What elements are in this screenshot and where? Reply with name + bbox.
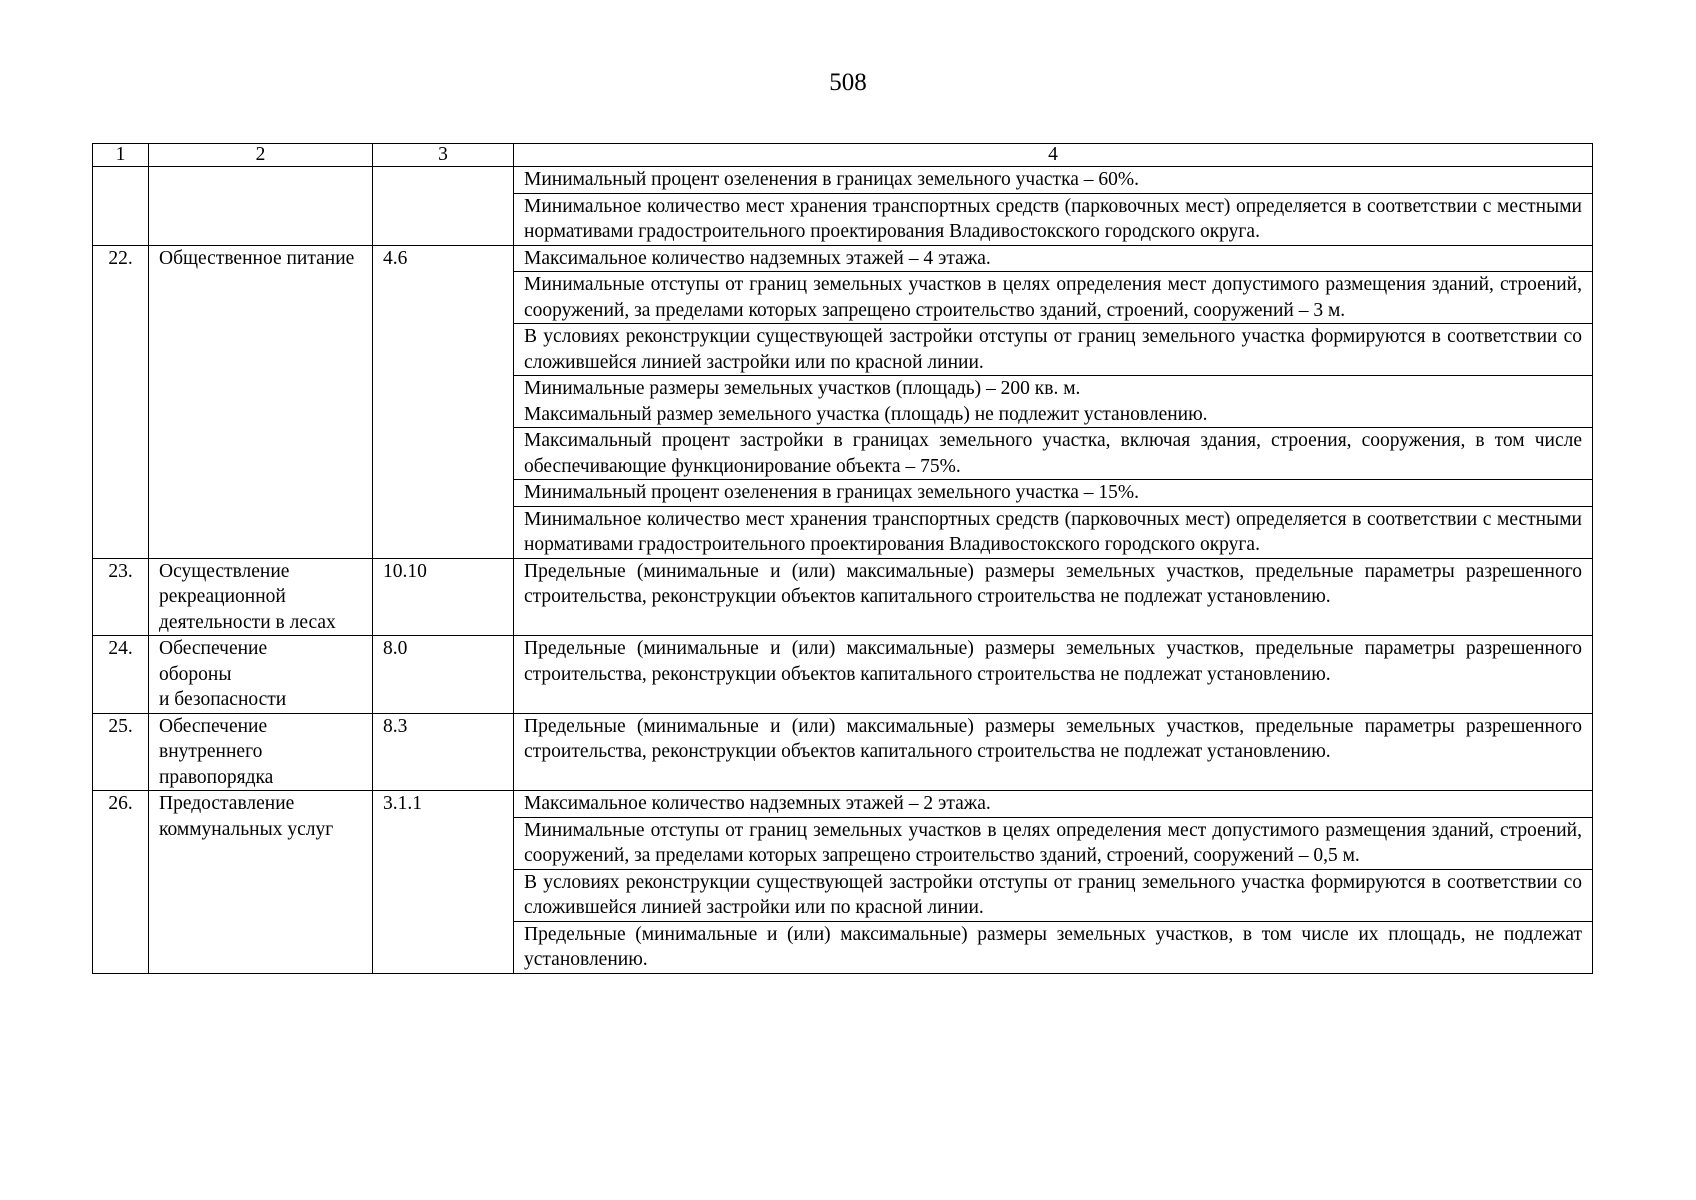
row-number-cell: 23. xyxy=(93,558,149,636)
param-cell: Минимальный процент озеленения в границах земельного участка – 15%. xyxy=(514,480,1593,507)
row-name-line: Обеспечение xyxy=(159,638,268,659)
param-cell: Минимальные отступы от границ земельных участков в целях определения мест допустимого размещения зданий, строений, сооружений, за пределами которых запрещено строительство зданий, строений, сооружений – 3 м. xyxy=(514,272,1593,324)
param-cell: Максимальное количество надземных этажей – 2 этажа. xyxy=(514,791,1593,818)
row-number-cell: 22. xyxy=(93,245,149,558)
row-code-cell xyxy=(373,167,514,246)
table-row xyxy=(93,245,1593,272)
param-cell: Предельные (минимальные и (или) максимальные) размеры земельных участков, в том числе их площадь, не подлежат установлению. xyxy=(514,921,1593,973)
regulations-table xyxy=(92,143,1593,974)
row-code-cell: 4.6 xyxy=(373,245,514,558)
row-number-cell: 25. xyxy=(93,713,149,791)
page-number: 508 xyxy=(829,69,867,96)
row-number-cell: 24. xyxy=(93,636,149,714)
table-row xyxy=(93,167,1593,194)
param-cell: Минимальное количество мест хранения транспортных средств (парковочных мест) определяется в соответствии с местными нормативами градостроительного проектирования Владивостокского городского округа. xyxy=(514,506,1593,558)
table-row xyxy=(93,791,1593,818)
param-line: Минимальные размеры земельных участков (площадь) – 200 кв. м. xyxy=(524,378,1081,399)
row-name-cell: Обеспечение внутреннего правопорядка xyxy=(149,713,373,791)
table-row xyxy=(93,713,1593,791)
table-row xyxy=(93,558,1593,636)
row-name-cell xyxy=(149,167,373,246)
row-name-cell: Осуществление рекреационной деятельности в лесах xyxy=(149,558,373,636)
param-cell: Минимальные отступы от границ земельных участков в целях определения мест допустимого размещения зданий, строений, сооружений, за пределами которых запрещено строительство зданий, строений, сооружений – 0,5 м. xyxy=(514,817,1593,869)
table-row xyxy=(93,636,1593,714)
row-name-cell xyxy=(149,636,373,714)
row-code-cell: 8.3 xyxy=(373,713,514,791)
param-cell: Максимальный процент застройки в границах земельного участка, включая здания, строения, сооружения, в том числе обеспечивающие функционирование объекта – 75%. xyxy=(514,428,1593,480)
param-cell: Максимальное количество надземных этажей – 4 этажа. xyxy=(514,245,1593,272)
param-cell xyxy=(514,376,1593,428)
row-code-cell: 10.10 xyxy=(373,558,514,636)
header-col-1: 1 xyxy=(93,144,149,167)
param-cell: Минимальный процент озеленения в границах земельного участка – 60%. xyxy=(514,167,1593,194)
row-name-cell: Предоставление коммунальных услуг xyxy=(149,791,373,974)
row-number-cell: 26. xyxy=(93,791,149,974)
param-cell: Предельные (минимальные и (или) максимальные) размеры земельных участков, предельные параметры разрешенного строительства, реконструкции объектов капитального строительства не подлежат установлению. xyxy=(514,636,1593,714)
param-line: Максимальный размер земельного участка (площадь) не подлежит установлению. xyxy=(524,403,1208,425)
param-cell: В условиях реконструкции существующей застройки отступы от границ земельного участка формируются в соответствии со сложившейся линией застройки или по красной линии. xyxy=(514,869,1593,921)
row-name-line: обороны xyxy=(159,663,232,685)
param-cell: Предельные (минимальные и (или) максимальные) размеры земельных участков, предельные параметры разрешенного строительства, реконструкции объектов капитального строительства не подлежат установлению. xyxy=(514,713,1593,791)
row-code-cell: 3.1.1 xyxy=(373,791,514,974)
param-cell: В условиях реконструкции существующей застройки отступы от границ земельного участка формируются в соответствии со сложившейся линией застройки или по красной линии. xyxy=(514,324,1593,376)
header-col-3: 3 xyxy=(373,144,514,167)
row-name-line: и безопасности xyxy=(159,689,287,710)
row-name-cell: Общественное питание xyxy=(149,245,373,558)
row-code-cell: 8.0 xyxy=(373,636,514,714)
header-col-2: 2 xyxy=(149,144,373,167)
param-cell: Минимальное количество мест хранения транспортных средств (парковочных мест) определяется в соответствии с местными нормативами градостроительного проектирования Владивостокского городского округа. xyxy=(514,193,1593,245)
row-number-cell xyxy=(93,167,149,246)
param-cell: Предельные (минимальные и (или) максимальные) размеры земельных участков, предельные параметры разрешенного строительства, реконструкции объектов капитального строительства не подлежат установлению. xyxy=(514,558,1593,636)
table-header-row xyxy=(93,144,1593,167)
header-col-4: 4 xyxy=(514,144,1593,167)
